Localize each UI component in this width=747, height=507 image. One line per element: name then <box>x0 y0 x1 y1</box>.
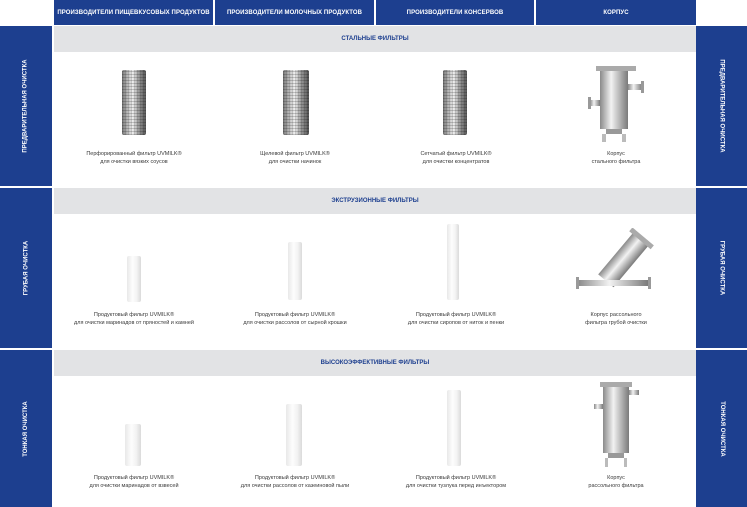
extrusion-filter-image <box>288 242 302 300</box>
product-caption: Сетчатый фильтр UVMILK® для очистки концентратов <box>420 151 492 165</box>
coarse-housing-image <box>576 228 660 300</box>
product-fine-filter-brine <box>215 376 375 507</box>
product-steel-housing <box>536 52 696 188</box>
fine-filter-image <box>447 390 461 466</box>
side-label-fine-right: ТОНКАЯ ОЧИСТКА <box>696 350 747 507</box>
product-coarse-brine-housing <box>536 214 696 348</box>
side-label-pre-cleaning-right: ПРЕДВАРИТЕЛЬНАЯ ОЧИСТКА <box>696 26 747 186</box>
product-extrusion-filter-syrup <box>376 214 536 348</box>
product-caption: Корпус стального фильтра <box>591 151 641 165</box>
band-high-efficiency-filters: ВЫСОКОЭФФЕКТИВНЫЕ ФИЛЬТРЫ <box>54 350 696 376</box>
side-label-fine-left: ТОНКАЯ ОЧИСТКА <box>0 350 52 507</box>
product-caption: Щелевой фильтр UVMILK® для очистки начинок <box>260 151 330 165</box>
mesh-filter-image <box>443 70 467 135</box>
product-caption: Корпус рассольного фильтра <box>588 475 644 489</box>
header-row <box>0 0 747 25</box>
product-brine-housing <box>536 376 696 507</box>
product-caption: Перфорированный фильтр UVMILK® для очистки вязких соусов <box>86 151 182 165</box>
product-caption: Продуктовый фильтр UVMILK® для очистки тузлука перед инъектором <box>405 475 507 489</box>
product-mesh-filter <box>376 52 536 188</box>
product-caption: Продуктовый фильтр UVMILK® для очистки маринадов от взвесей <box>89 475 179 489</box>
slot-filter-image <box>283 70 309 135</box>
product-extrusion-filter-brine <box>215 214 375 348</box>
product-caption: Продуктовый фильтр UVMILK® для очистки рассолов от сырной крошки <box>243 312 347 326</box>
product-fine-filter-tuzluk <box>376 376 536 507</box>
product-perforated-filter <box>54 52 214 188</box>
fine-filter-image <box>286 404 302 466</box>
side-label-pre-cleaning-left: ПРЕДВАРИТЕЛЬНАЯ ОЧИСТКА <box>0 26 52 186</box>
fine-filter-image <box>125 424 141 466</box>
extrusion-filter-image <box>127 256 141 302</box>
product-caption: Корпус рассольного фильтра грубой очистки <box>585 312 647 326</box>
product-caption: Продуктовый фильтр UVMILK® для очистки сиропов от ниток и пенки <box>407 312 505 326</box>
column-header-canned: ПРОИЗВОДИТЕЛИ КОНСЕРВОВ <box>376 0 534 25</box>
extrusion-filter-image <box>447 224 459 300</box>
product-extrusion-filter-marinade <box>54 214 214 348</box>
product-caption: Продуктовый фильтр UVMILK® для очистки рассолов от казеиновой пыли <box>240 475 350 489</box>
column-header-housing: КОРПУС <box>536 0 696 25</box>
column-header-dairy: ПРОИЗВОДИТЕЛИ МОЛОЧНЫХ ПРОДУКТОВ <box>215 0 374 25</box>
brine-housing-image <box>594 380 642 468</box>
side-label-coarse-left: ГРУБАЯ ОЧИСТКА <box>0 188 52 348</box>
product-fine-filter-marinade <box>54 376 214 507</box>
side-label-coarse-right: ГРУБАЯ ОЧИСТКА <box>696 188 747 348</box>
column-header-food: ПРОИЗВОДИТЕЛИ ПИЩЕВКУСОВЫХ ПРОДУКТОВ <box>54 0 213 25</box>
product-slot-filter <box>215 52 375 188</box>
perforated-filter-image <box>122 70 146 135</box>
product-caption: Продуктовый фильтр UVMILK® для очистки маринадов от пряностей и камней <box>74 312 194 326</box>
steel-housing-image <box>588 62 648 142</box>
band-steel-filters: СТАЛЬНЫЕ ФИЛЬТРЫ <box>54 26 696 52</box>
band-extrusion-filters: ЭКСТРУЗИОННЫЕ ФИЛЬТРЫ <box>54 188 696 214</box>
